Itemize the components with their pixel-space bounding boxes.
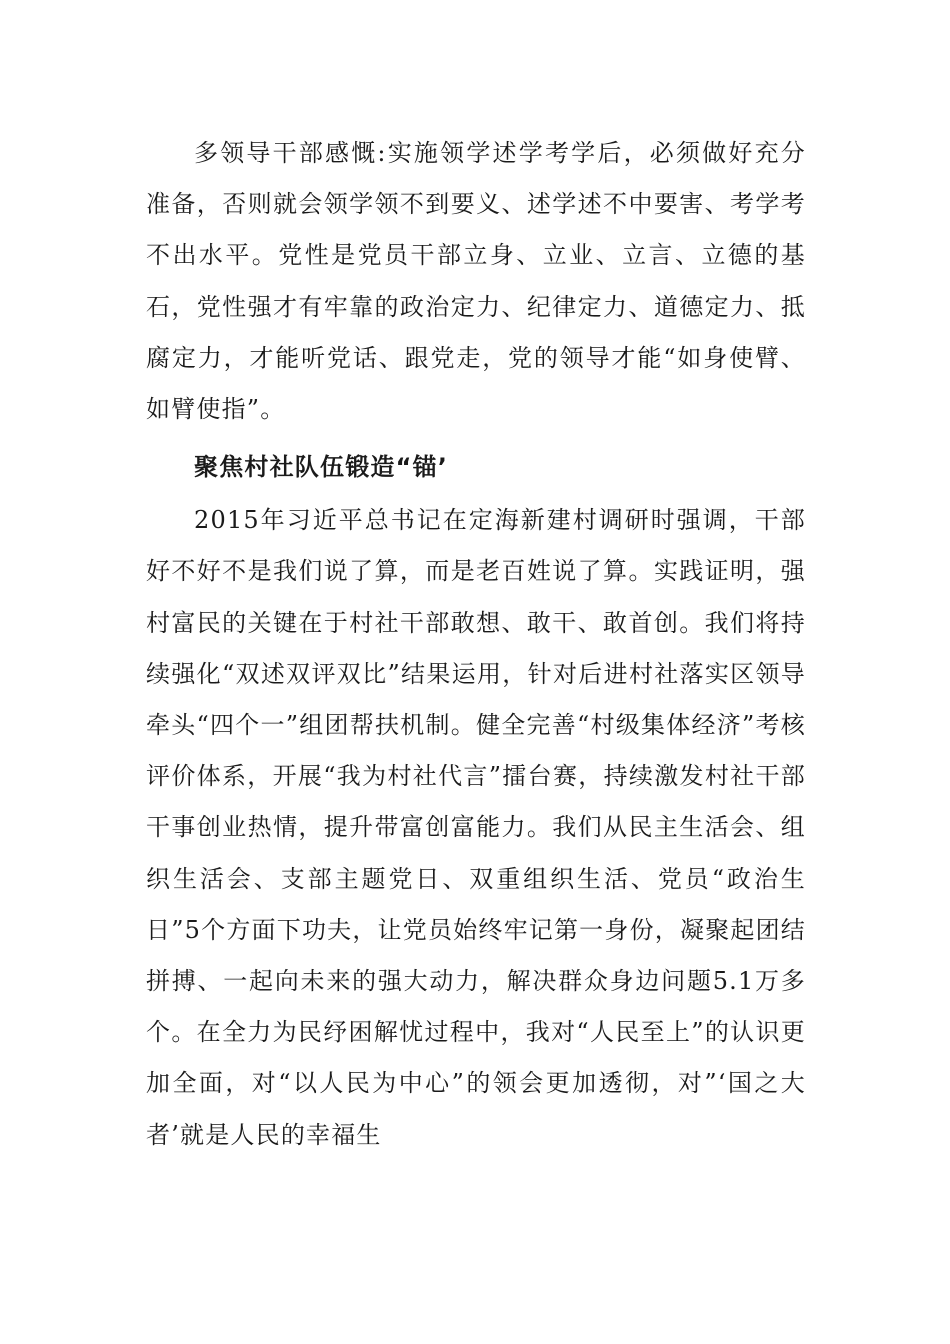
document-page: [146, 128, 806, 1161]
section-heading: 聚焦村社队伍锻造“锚’: [194, 453, 449, 482]
body-paragraph-2: 2015年习近平总书记在定海新建村调研时强调，干部好不好不是我们说了算，而是老百姓说了算。实践证明，强村富民的关键在于村社干部敢想、敢干、敢首创。我们将持续强化“双述双评双比”结果运用，针对后进村社落实区领导牵头“四个一”组团帮扶机制。健全完善“村级集体经济”考核评价体系，开展“我为村社代言”擂台赛，持续激发村社干部干事创业热情，提升带富创富能力。我们从民主生活会、组织生活会、支部主题党日、双重组织生活、党员“政治生日”5个方面下功夫，让党员始终牢记第一身份，凝聚起团结拼搏、一起向未来的强大动力，解决群众身边问题5.1万多个。在全力为民纾困解忧过程中，我对“人民至上”的认识更加全面，对“以人民为中心”的领会更加透彻，对”‘国之大者’就是人民的幸福生: [146, 506, 806, 1149]
body-paragraph-1: 多领导干部感慨:实施领学述学考学后，必须做好充分准备，否则就会领学领不到要义、述学述不中要害、考学考不出水平。党性是党员干部立身、立业、立言、立德的基石，党性强才有牢靠的政治定力、纪律定力、道德定力、抵腐定力，才能听党话、跟党走，党的领导才能“如身使臂、如臂使指”。: [146, 139, 806, 424]
